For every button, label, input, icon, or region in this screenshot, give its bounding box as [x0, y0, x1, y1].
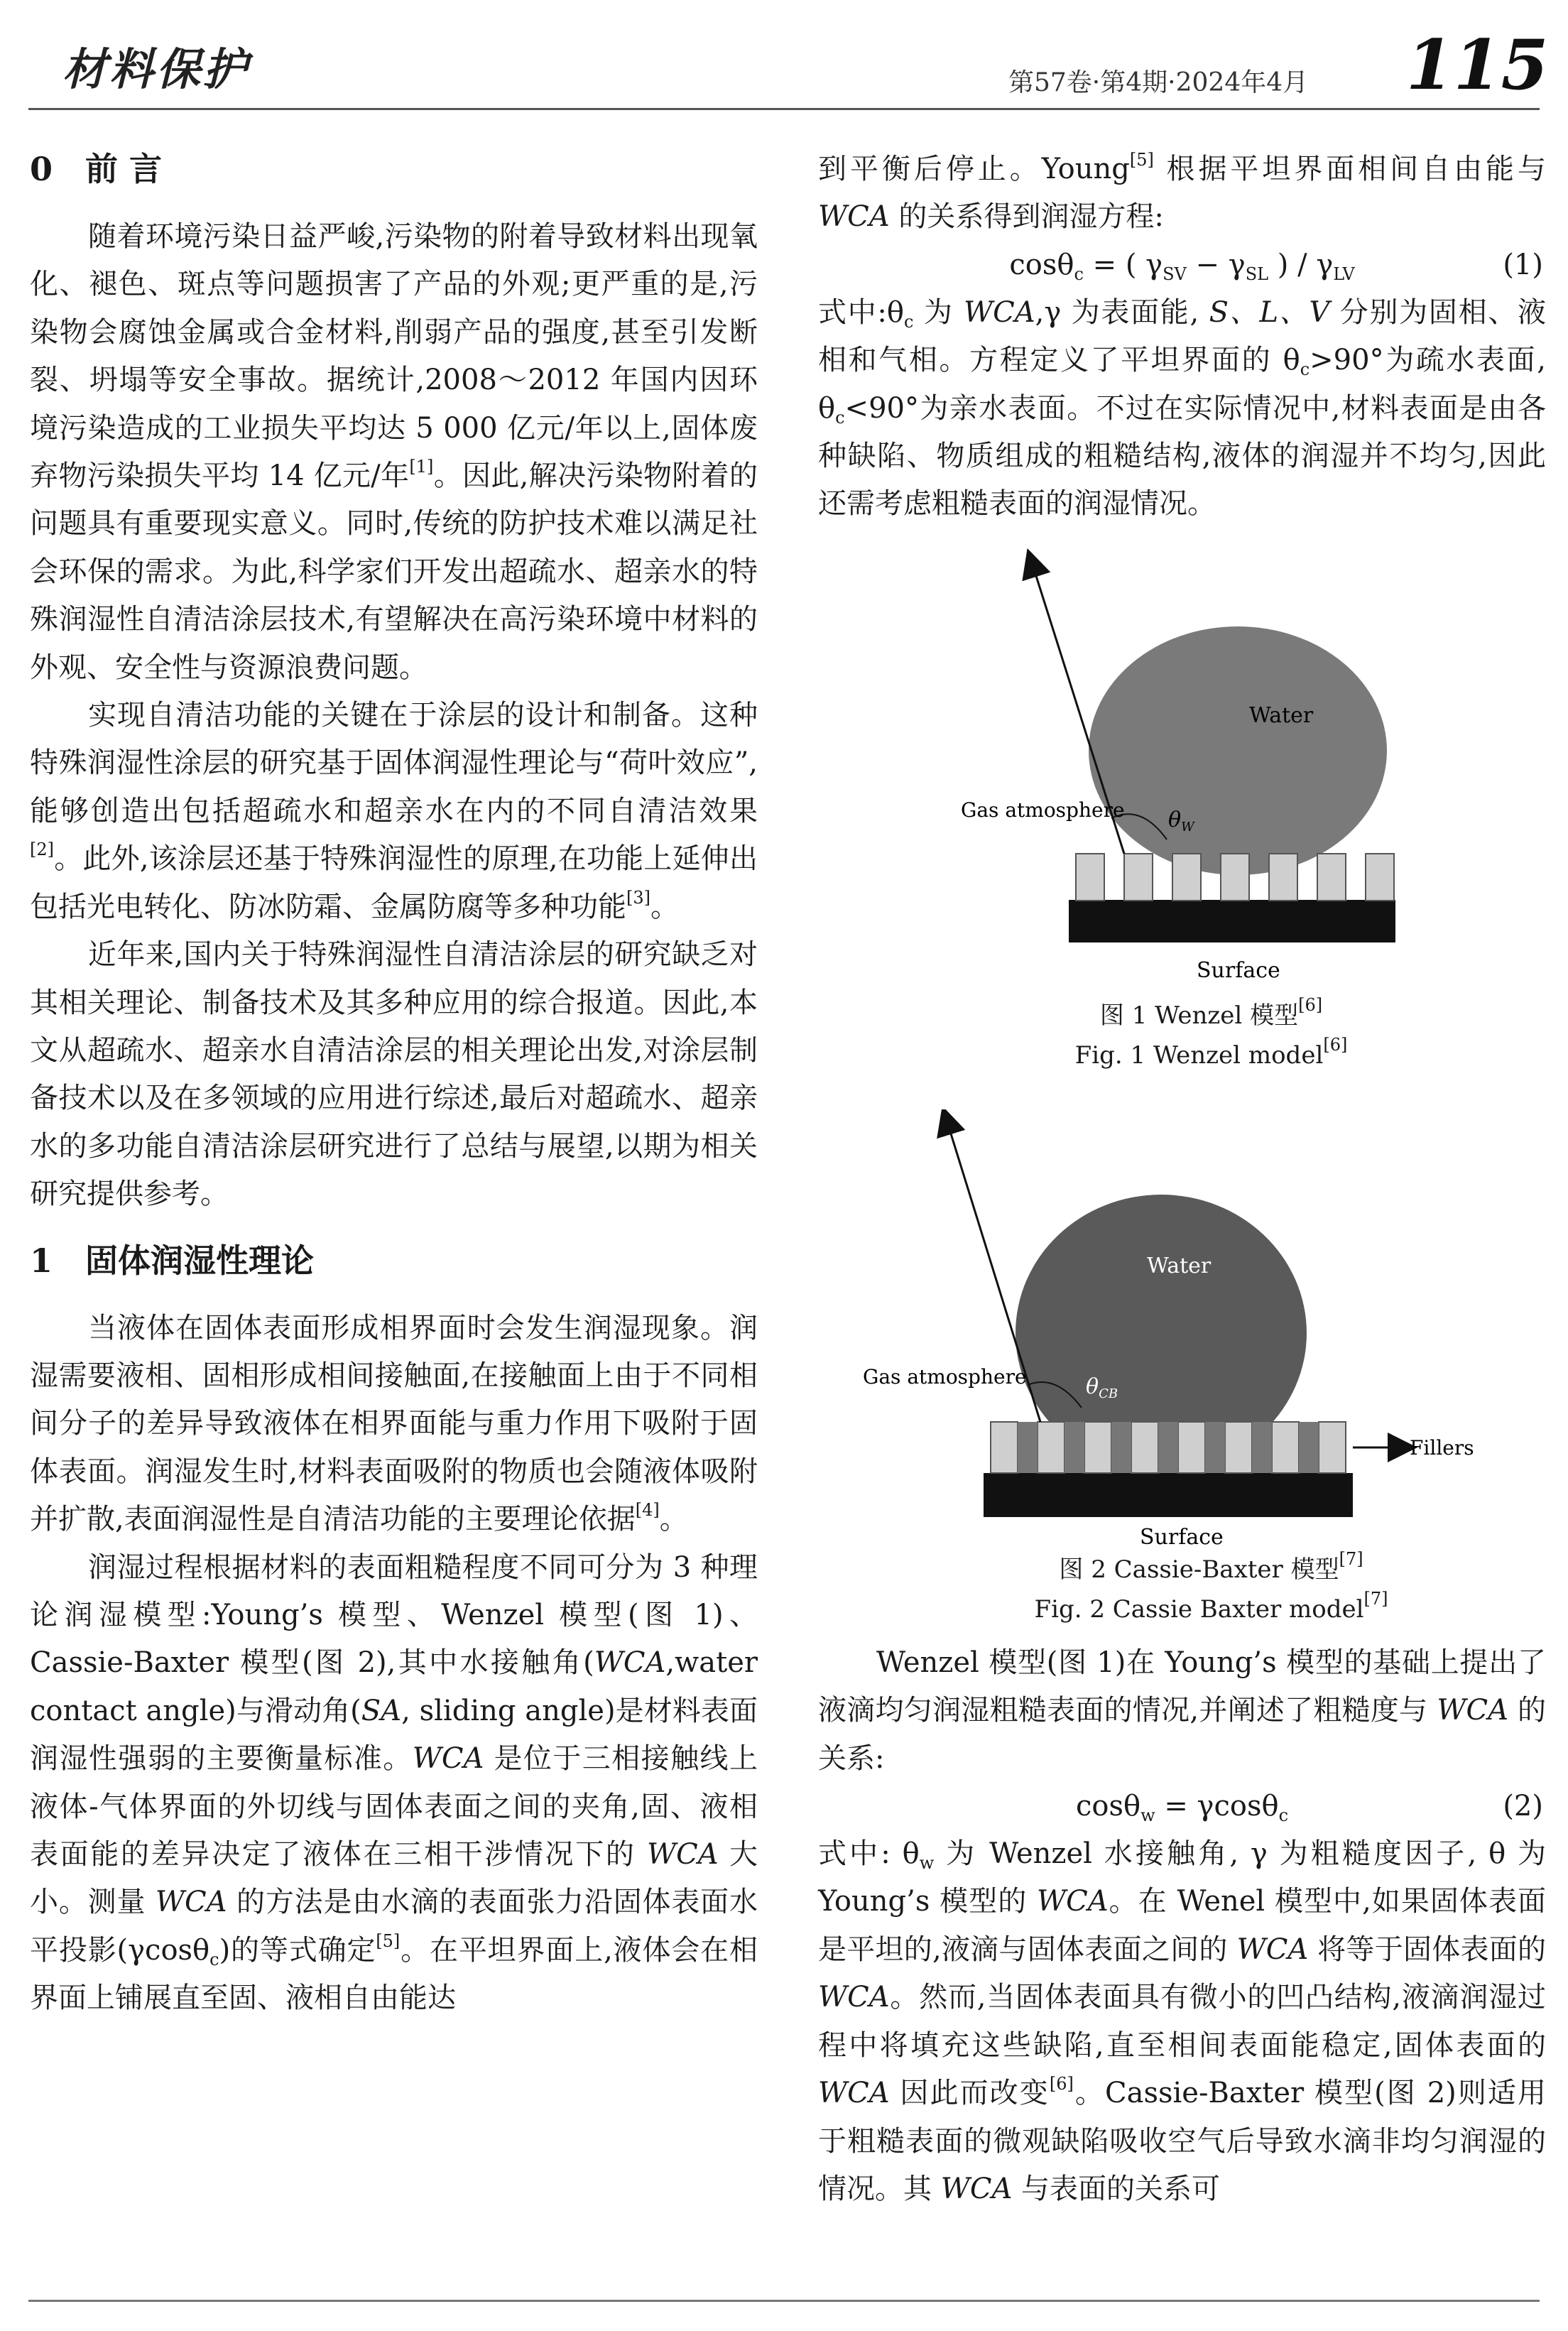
paragraph-wenzel-def	[818, 1830, 1546, 2213]
eq-sub: c	[1074, 263, 1084, 284]
text: 式中:θ	[818, 295, 904, 329]
text: ,water contact angle)与滑动角(	[30, 1646, 758, 1727]
term-wca: WCA	[647, 1838, 719, 1871]
subscript: c	[835, 407, 845, 428]
theta-symbol: θ	[1167, 807, 1181, 832]
text: )的等式确定	[219, 1933, 376, 1967]
theta-subscript: CB	[1098, 1386, 1118, 1401]
text: 为 Wenzel 水接触角, γ 为粗糙度因子, θ 为 Young’s 模型的	[818, 1837, 1547, 1918]
water-label: Water	[1248, 702, 1313, 728]
eq-sub: w	[1140, 1805, 1155, 1826]
paragraph-wenzel	[818, 1639, 1546, 1783]
section-0-heading	[30, 146, 758, 193]
paragraph-intro-3	[30, 931, 758, 1218]
text: 式中: θ	[818, 1837, 920, 1871]
term-wca: WCA	[412, 1742, 484, 1776]
gas-atmosphere-label: Gas atmosphere	[862, 1364, 1027, 1389]
text: 实现自清洁功能的关键在于涂层的设计和制备。这种特殊润湿性涂层的研究基于固体润湿性理论与“荷叶效应”,能够创造出包括超疏水和超亲水在内的不同自清洁效果	[30, 699, 758, 827]
paragraph-theory-2	[30, 1544, 758, 2023]
text: 根据平坦界面相间自由能与	[1153, 153, 1546, 185]
text: 。在 Wenel 模型中,如果固体表面是平坦的,液滴与固体表面之间的	[818, 1885, 1546, 1966]
text: 。此外,该涂层还基于特殊润湿性的原理,在功能上延伸出包括光电转化、防冰防霜、金属防腐等多种功能	[30, 842, 758, 923]
figure-1-caption-cn	[818, 996, 1546, 1036]
text: 近年来,国内关于特殊润湿性自清洁涂层的研究缺乏对其相关理论、制备技术及其多种应用的综合报道。因此,本文从超疏水、超亲水自清洁涂层的相关理论出发,对涂层制备技术以及在多领域的应用进行综述,最后对超疏水、超亲水的多功能自清洁涂层研究进行了总结与展望,以期为相关研究提供参考。	[30, 938, 758, 1211]
text: 。Cassie-Baxter 模型(图 2)则适用于粗糙表面的微观缺陷吸收空气后导致水滴非均匀润湿的情况。其	[818, 2077, 1546, 2205]
left-column	[30, 146, 758, 2023]
paragraph-young	[818, 146, 1546, 241]
theta-symbol: θ	[1085, 1374, 1099, 1399]
term-wca: WCA	[1437, 1694, 1509, 1727]
subscript: c	[209, 1949, 219, 1969]
citation: [7]	[1363, 1588, 1388, 1609]
subscript: c	[903, 311, 914, 332]
term-phases: S、L、V	[1209, 295, 1330, 329]
section-1-title: 固体润湿性理论	[85, 1241, 314, 1280]
right-column	[818, 146, 1546, 2213]
text: 的关系得到润湿方程:	[889, 200, 1164, 234]
text: 。因此,解决污染物附着的问题具有重要现实意义。同时,传统的防护技术难以满足社会环保的需求。为此,科学家们开发出超疏水、超亲水的特殊润湿性自清洁涂层技术,有望解决在高污染环境中材料的外观、安全性与资源浪费问题。	[30, 460, 758, 684]
figure-1-wenzel-diagram	[955, 548, 1410, 996]
citation: [2]	[30, 840, 54, 860]
text: 是位于三相接触线上液体-气体界面的外切线与固体表面之间的夹角,固、液相表面能的差异决定了液体在三相干涉情况下的	[30, 1742, 758, 1871]
text: ,γ 为表面能,	[1035, 295, 1209, 329]
theta-subscript: W	[1180, 819, 1194, 835]
text: 。在平坦界面上,液体会在相界面上铺展直至固、液相自由能达	[30, 1933, 758, 2015]
term-wca: WCA	[940, 2172, 1013, 2205]
paragraph-intro-1	[30, 213, 758, 692]
eq-sub: c	[1278, 1805, 1289, 1826]
citation: [4]	[635, 1500, 660, 1521]
text: 将等于固体表面的	[1308, 1933, 1546, 1966]
caption-text: 图 2 Cassie-Baxter 模型	[1059, 1555, 1339, 1584]
citation: [5]	[376, 1930, 401, 1951]
paragraph-theory-1	[30, 1305, 758, 1544]
figure-1-caption	[818, 996, 1546, 1075]
text: 。然而,当固体表面具有微小的凹凸结构,液滴润湿过程中将填充这些缺陷,直至相间表面能稳定,固体表面的	[818, 1981, 1546, 2062]
text: 当液体在固体表面形成相界面时会发生润湿现象。润湿需要液相、固相形成相间接触面,在接触面上由于不同相间分子的差异导致液体在相界面能与重力作用下吸附于固体表面。润湿发生时,材料表面吸附的物质也会随液体吸附并扩散,表面润湿性是自清洁功能的主要理论依据	[30, 1311, 758, 1536]
substrate-surface	[984, 1473, 1353, 1517]
text: Wenzel 模型(图 1)在 Young’s 模型的基础上提出了液滴均匀润湿粗糙表面的情况,并阐述了粗糙度与	[818, 1646, 1546, 1727]
eq-text: ) / γ	[1268, 248, 1334, 281]
text: 。	[659, 1503, 688, 1536]
citation: [1]	[409, 457, 434, 477]
text: 与表面的关系可	[1012, 2172, 1221, 2205]
surface-label: Surface	[1196, 957, 1280, 983]
section-1-number: 1	[30, 1241, 53, 1280]
text: 到平衡后停止。Young	[818, 153, 1130, 185]
water-droplet	[1089, 626, 1387, 875]
figure-2-caption	[818, 1550, 1546, 1629]
figure-2-caption-cn	[818, 1550, 1546, 1590]
water-label: Water	[1146, 1253, 1211, 1278]
fillers-label: Fillers	[1409, 1435, 1474, 1460]
term-wca: WCA	[1236, 1933, 1309, 1966]
surface-pillars	[1076, 854, 1394, 901]
eq-sub: SL	[1245, 263, 1269, 284]
figure-2-cassie-baxter-diagram	[863, 1109, 1502, 1550]
equation-1	[818, 241, 1546, 289]
eq-text: = ( γ	[1083, 248, 1163, 281]
text: 因此而改变	[889, 2077, 1050, 2110]
equation-1-number: (1)	[1503, 248, 1543, 281]
footer-rule	[28, 2300, 1540, 2302]
gas-atmosphere-label: Gas atmosphere	[960, 798, 1125, 822]
caption-text: Fig. 1 Wenzel model	[1074, 1040, 1324, 1070]
section-1-heading	[30, 1237, 758, 1285]
eq-sub: SV	[1163, 263, 1187, 284]
issue-info: 第57卷·第4期·2024年4月	[1008, 68, 1309, 97]
eq-sub: LV	[1333, 263, 1355, 284]
equation-2-number: (2)	[1503, 1790, 1543, 1823]
citation: [7]	[1339, 1548, 1363, 1569]
eq-text: − γ	[1186, 248, 1246, 281]
text: 大小。测量	[30, 1838, 758, 1919]
term-wca: WCA	[964, 295, 1035, 329]
section-0-title: 前 言	[85, 150, 163, 188]
text: 润湿过程根据材料的表面粗糙程度不同可分为 3 种理论润湿模型:Young’s 模型、Wenzel 模型(图 1)、Cassie-Baxter 模型(图 2),其中水接触角(	[30, 1550, 758, 1680]
paragraph-intro-2	[30, 692, 758, 931]
paragraph-young-def	[818, 289, 1546, 528]
text: 分别为固相、液相和气相。方程定义了平坦界面的 θ	[818, 295, 1547, 377]
text: 。	[650, 890, 679, 923]
caption-text: 图 1 Wenzel 模型	[1099, 1001, 1299, 1030]
subscript: c	[1300, 359, 1310, 380]
term-wca: WCA	[818, 2077, 890, 2110]
citation: [3]	[626, 887, 650, 908]
text: 为	[913, 295, 964, 329]
substrate-surface	[1069, 900, 1395, 942]
text: 的方法是由水滴的表面张力沿固体表面水平投影(γcosθ	[30, 1886, 758, 1967]
citation: [6]	[1298, 994, 1323, 1015]
term-wca: WCA	[818, 1981, 890, 2014]
journal-logo: 材料保护	[62, 43, 251, 95]
text: <90°为亲水表面。不过在实际情况中,材料表面是由各种缺陷、物质组成的粗糙结构,液体的润湿并不均匀,因此还需考虑粗糙表面的润湿情况。	[818, 391, 1546, 521]
term-wca: WCA	[155, 1886, 227, 1919]
citation: [5]	[1129, 150, 1154, 170]
eq-text: cosθ	[1075, 1790, 1141, 1823]
citation: [6]	[1049, 2074, 1074, 2094]
section-0-number: 0	[30, 150, 53, 188]
term-wca: WCA	[1037, 1885, 1109, 1918]
header-rule	[28, 108, 1540, 110]
caption-text: Fig. 2 Cassie Baxter model	[1034, 1594, 1364, 1624]
text: >90°为疏水表面, θ	[818, 344, 1546, 425]
text: 随着环境污染日益严峻,污染物的附着导致材料出现氧化、褪色、斑点等问题损害了产品的外观;更严重的是,污染物会腐蚀金属或合金材料,削弱产品的强度,甚至引发断裂、坍塌等安全事故。据统计,2008～2012 年国内因环境污染造成的工业损失平均达 5 000 亿元/年以上,固体废弃物污染损失平均 14 亿元/年	[30, 220, 758, 493]
figure-1-caption-en	[818, 1036, 1546, 1075]
text: 的关系:	[818, 1694, 1546, 1775]
equation-2	[818, 1783, 1546, 1830]
page-number: 115	[1406, 25, 1549, 105]
text: , sliding angle)是材料表面润湿性强弱的主要衡量标准。	[30, 1694, 758, 1776]
eq-text: = γcosθ	[1155, 1790, 1279, 1823]
figure-2-caption-en	[818, 1590, 1546, 1629]
subscript: w	[919, 1853, 935, 1874]
term-wca: WCA	[818, 200, 890, 234]
term-sa: SA	[361, 1694, 402, 1727]
term-wca: WCA	[594, 1646, 666, 1680]
surface-label: Surface	[1139, 1524, 1224, 1550]
eq-text: cosθ	[1009, 248, 1074, 281]
citation: [6]	[1323, 1034, 1348, 1055]
